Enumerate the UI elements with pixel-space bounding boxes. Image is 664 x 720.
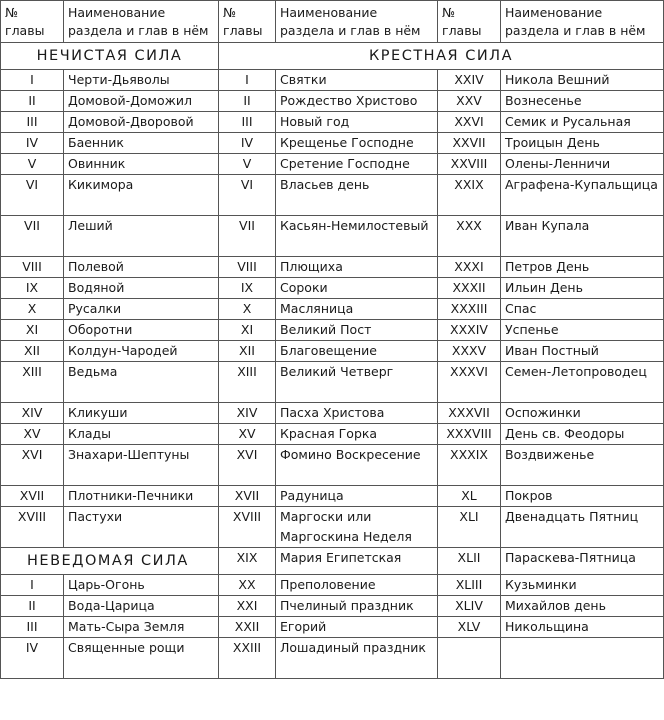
chapter-name: Водяной [64,278,219,299]
chapter-name: Кузьминки [501,575,664,596]
chapter-number: XVI [1,445,64,486]
chapter-name: Плотники-Печники [64,486,219,507]
chapter-name: Михайлов день [501,596,664,617]
chapter-name: Спас [501,299,664,320]
chapter-name: Леший [64,216,219,257]
chapter-name: Параскева-Пятница [501,548,664,575]
chapter-name: Колдун-Чародей [64,341,219,362]
chapter-name: Мария Египетская [276,548,438,575]
chapter-name: Успенье [501,320,664,341]
chapter-number: V [219,154,276,175]
chapter-name: Оспожинки [501,403,664,424]
chapter-number: XV [219,424,276,445]
header-chapter-number: № главы [438,1,501,43]
table-row [1,112,664,133]
table-row [1,638,664,679]
chapter-name: Иван Постный [501,341,664,362]
chapter-number: XV [1,424,64,445]
table-row [1,257,664,278]
table-row [1,575,664,596]
chapter-number: XXXIII [438,299,501,320]
chapter-number: IV [1,638,64,679]
chapter-number: XVI [219,445,276,486]
chapter-number: XIV [219,403,276,424]
chapter-number: XIII [219,362,276,403]
chapter-name: Масляница [276,299,438,320]
chapter-number: XLIV [438,596,501,617]
chapter-number: XXXI [438,257,501,278]
chapter-number: XLIII [438,575,501,596]
chapter-name: Клады [64,424,219,445]
chapter-number: I [1,70,64,91]
table-row [1,424,664,445]
chapter-number: XXX [438,216,501,257]
chapter-name: Благовещение [276,341,438,362]
chapter-name: Крещенье Господне [276,133,438,154]
chapter-number: IV [1,133,64,154]
chapter-number: XVIII [1,507,64,548]
table-row [1,341,664,362]
chapter-number: X [219,299,276,320]
header-chapter-number: № главы [219,1,276,43]
chapter-number: XLII [438,548,501,575]
chapter-name: Новый год [276,112,438,133]
chapter-number: VIII [219,257,276,278]
table-row [1,175,664,216]
chapter-number: XXXIV [438,320,501,341]
table-row [1,548,664,575]
chapter-number: X [1,299,64,320]
chapter-name: Оборотни [64,320,219,341]
header-section-name: Наименование раздела и глав в нём [501,1,664,43]
chapter-number: XVII [1,486,64,507]
chapter-number: XX [219,575,276,596]
chapter-number: XVII [219,486,276,507]
chapter-name: Пастухи [64,507,219,548]
chapter-number: XXII [219,617,276,638]
chapter-number: IX [1,278,64,299]
chapter-name: Красная Горка [276,424,438,445]
chapter-number: III [1,617,64,638]
chapter-name: Домовой-Дворовой [64,112,219,133]
chapter-number: I [1,575,64,596]
chapter-name: Петров День [501,257,664,278]
table-row [1,617,664,638]
chapter-number: XXVII [438,133,501,154]
chapter-number: XXVI [438,112,501,133]
chapter-name: Пчелиный праздник [276,596,438,617]
chapter-name: Черти-Дьяволы [64,70,219,91]
chapter-name: Троицын День [501,133,664,154]
section-title-cross: КРЕСТНАЯ СИЛА [219,43,664,70]
chapter-name: Двенадцать Пятниц [501,507,664,548]
header-section-name: Наименование раздела и глав в нём [64,1,219,43]
chapter-number: III [219,112,276,133]
chapter-name: Великий Четверг [276,362,438,403]
chapter-name: Фомино Воскресение [276,445,438,486]
table-row [1,362,664,403]
chapter-number: XXXVIII [438,424,501,445]
chapter-name: Пасха Христова [276,403,438,424]
table-row [1,403,664,424]
chapter-name: Сороки [276,278,438,299]
chapter-name: Иван Купала [501,216,664,257]
header-chapter-number: № главы [1,1,64,43]
table-row [1,320,664,341]
chapter-name: Овинник [64,154,219,175]
chapter-name: Преполовение [276,575,438,596]
chapter-name: Полевой [64,257,219,278]
chapter-number: XXIX [438,175,501,216]
chapter-number: XII [219,341,276,362]
chapter-number: VII [219,216,276,257]
chapter-name: Кликуши [64,403,219,424]
chapter-number: XXI [219,596,276,617]
chapter-name: Радуница [276,486,438,507]
chapter-number: XLV [438,617,501,638]
chapter-name: Семен-Летопроводец [501,362,664,403]
chapter-number [438,638,501,679]
table-row [1,278,664,299]
chapter-name: День св. Феодоры [501,424,664,445]
chapter-number: II [1,91,64,112]
table-row [1,133,664,154]
chapter-name: Лошадиный праздник [276,638,438,679]
section-row [1,43,664,70]
chapter-name: Олены-Ленничи [501,154,664,175]
chapter-number: I [219,70,276,91]
chapter-name: Аграфена-Купальщица [501,175,664,216]
chapter-name: Маргоски или Маргоскина Неделя [276,507,438,548]
section-title-unclean: НЕЧИСТАЯ СИЛА [1,43,219,70]
header-section-name: Наименование раздела и глав в нём [276,1,438,43]
chapter-number: XXV [438,91,501,112]
chapter-number: XI [1,320,64,341]
chapter-name: Егорий [276,617,438,638]
chapter-name: Воздвиженье [501,445,664,486]
table-row [1,299,664,320]
chapter-number: XVIII [219,507,276,548]
chapter-name: Рождество Христово [276,91,438,112]
chapter-number: XL [438,486,501,507]
table-row [1,216,664,257]
chapter-number: V [1,154,64,175]
chapter-number: VI [1,175,64,216]
chapter-name: Вода-Царица [64,596,219,617]
table-row [1,596,664,617]
chapter-name: Никола Вешний [501,70,664,91]
chapter-number: XIV [1,403,64,424]
table-row [1,70,664,91]
chapter-number: XLI [438,507,501,548]
chapter-name [501,638,664,679]
chapter-number: III [1,112,64,133]
chapter-name: Сретение Господне [276,154,438,175]
chapter-name: Домовой-Доможил [64,91,219,112]
chapter-number: XIX [219,548,276,575]
chapter-name: Святки [276,70,438,91]
chapter-number: XXIII [219,638,276,679]
chapter-name: Мать-Сыра Земля [64,617,219,638]
chapter-number: VI [219,175,276,216]
chapter-number: XXXII [438,278,501,299]
table-row [1,507,664,548]
table-row [1,445,664,486]
chapter-number: VIII [1,257,64,278]
chapter-number: XXXV [438,341,501,362]
table-row [1,486,664,507]
table-row [1,91,664,112]
chapter-number: II [1,596,64,617]
chapter-name: Баенник [64,133,219,154]
chapter-number: XXXVI [438,362,501,403]
header-row [1,1,664,43]
chapter-number: IX [219,278,276,299]
chapter-name: Великий Пост [276,320,438,341]
section-title-unknown: НЕВЕДОМАЯ СИЛА [1,548,219,575]
chapter-number: XXXIX [438,445,501,486]
chapter-number: XXVIII [438,154,501,175]
chapter-name: Никольщина [501,617,664,638]
chapter-name: Покров [501,486,664,507]
chapter-number: VII [1,216,64,257]
chapter-number: XII [1,341,64,362]
chapter-name: Ильин День [501,278,664,299]
chapter-number: IV [219,133,276,154]
chapter-name: Кикимора [64,175,219,216]
chapter-name: Власьев день [276,175,438,216]
chapter-name: Вознесенье [501,91,664,112]
chapter-name: Ведьма [64,362,219,403]
chapter-number: XXIV [438,70,501,91]
chapter-number: II [219,91,276,112]
chapter-number: XIII [1,362,64,403]
chapter-name: Царь-Огонь [64,575,219,596]
chapter-name: Семик и Русальная [501,112,664,133]
chapter-name: Плющиха [276,257,438,278]
chapter-name: Священные рощи [64,638,219,679]
table-row [1,154,664,175]
chapter-name: Касьян-Немилостевый [276,216,438,257]
chapter-name: Знахари-Шептуны [64,445,219,486]
chapter-number: XXXVII [438,403,501,424]
chapter-name: Русалки [64,299,219,320]
chapter-number: XI [219,320,276,341]
